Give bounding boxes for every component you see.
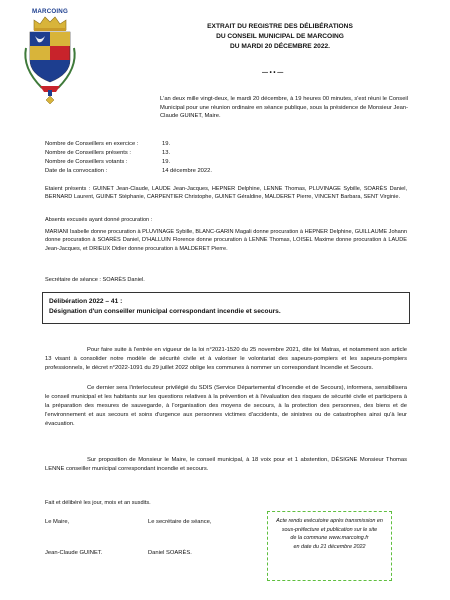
stamp-line-4: en date du 21 décembre 2022 — [293, 543, 366, 550]
count-row — [45, 140, 212, 149]
count-value: 19. — [162, 141, 171, 147]
document-header — [170, 22, 390, 52]
mayor-name: Jean-Claude GUINET. — [45, 550, 103, 556]
count-value: 14 décembre 2022. — [162, 167, 212, 174]
present-members: Etaient présents : GUINET Jean-Claude, LAUDE Jean-Jacques, HEPNER Delphine, LENNE Thomas, PLUVINAGE Sybille, SOARÈS Daniel, BERNARD Laurent, GUINET Stéphanie, CARPENTIER Christophe, GUINET Géraldine, MALDERET Pierre, VINCENT Barbara, SENT Virginie. — [45, 186, 407, 201]
stamp-line-3: de la commune www.marcoing.fr — [290, 535, 369, 542]
deliberation-number: Délibération 2022 – 41 : — [49, 298, 123, 305]
closing-statement: Fait et délibéré les jour, mois et an susdits. — [45, 500, 151, 506]
deliberation-box — [42, 292, 410, 324]
attendance-counts — [45, 140, 212, 176]
session-secretary: Secrétaire de séance : SOARÈS Daniel. — [45, 277, 145, 283]
enforcement-stamp — [267, 511, 392, 581]
coat-of-arms-icon — [20, 8, 80, 106]
stamp-line-1: Acte rendu exécutoire après transmission en — [276, 518, 383, 524]
count-value: 13. — [162, 149, 171, 156]
body-paragraph: Pour faire suite à l'entrée en vigueur de la loi n°2021-1520 du 25 novembre 2021, dite loi Matras, et notamment son article 13 visant à consolider notre modèle de sécurité civile et à valoriser le volontariat des sapeurs-pompiers et les sapeurs-pompiers professionnels, le décret n°2022-1091 du 29 juillet 2022 oblige les communes à nommer un correspondant Incendie et Secours. — [45, 347, 407, 371]
secretary-name: Daniel SOARÈS. — [148, 550, 192, 556]
body-paragraph: Ce dernier sera l'interlocuteur privilégié du SDIS (Service Départemental d'Incendie et de Secours), informera, sensibilisera le conseil municipal et les habitants sur les questions relatives à la prévention et à l'évaluation des risques de sécurité civile et participera à la préparation des mesures de sauvegarde, à l'organisation des moyens de secours, à la protection des personnes, des biens et de l'environnement et aux secours et soins d'urgence aux personnes victimes d'accidents, de sinistres ou de catastrophes ainsi qu'à leur évacuation. — [45, 385, 407, 427]
deliberation-title: Désignation d'un conseiller municipal correspondant incendie et secours. — [49, 308, 281, 316]
count-row — [45, 158, 212, 167]
header-line-1: EXTRAIT DU REGISTRE DES DÉLIBÉRATIONS — [207, 23, 353, 30]
body-paragraph: Sur proposition de Monsieur le Maire, le conseil municipal, à 18 voix pour et 1 abstention, DÉSIGNE Monsieur Thomas LENNE conseiller municipal correspondant incendie et secours. — [45, 457, 407, 472]
secretary-title: Le secrétaire de séance, — [148, 519, 212, 525]
town-crest — [20, 8, 80, 106]
intro-paragraph: L'an deux mille vingt-deux, le mardi 20 décembre, à 19 heures 00 minutes, s'est réuni le Conseil Municipal pour une réunion ordinaire en séance publique, sous la présidence de Monsieur Jean-Claude GUINET, Maire. — [160, 96, 408, 120]
count-label: Nombre de Conseillers présents : — [45, 149, 132, 156]
absent-members: MARIANI Isabelle donne procuration à PLUVINAGE Sybille, BLANC-GARIN Magali donne procuration à HEPNER Delphine, GUILLAUME Johann donne procuration à SOARÈS Daniel, D'HALLUIN Florence donne procuration à LENNE Thomas, LOISEL Maxime donne procuration à LAUDE Jean-Jacques, et DRIEUX Didier donne procuration à MALDERET Pierre. — [45, 229, 407, 252]
header-line-3: DU MARDI 20 DÉCEMBRE 2022. — [229, 42, 331, 50]
count-label: Nombre de Conseillers votants : — [45, 158, 128, 165]
count-label: Nombre de Conseillers en exercice : — [45, 141, 139, 147]
stamp-line-2: sous-préfecture et publication sur le site — [281, 526, 378, 533]
count-value: 19. — [162, 158, 171, 165]
header-line-2: DU CONSEIL MUNICIPAL DE MARCOING — [216, 32, 344, 40]
header-separator: — • • — — [262, 70, 284, 76]
absent-title: Absents excusés ayant donné procuration : — [45, 217, 153, 223]
count-row — [45, 167, 212, 176]
crest-town-name: MARCOING — [32, 8, 68, 15]
count-row — [45, 149, 212, 158]
mayor-title: Le Maire, — [45, 519, 70, 525]
count-label: Date de la convocation : — [45, 167, 108, 174]
